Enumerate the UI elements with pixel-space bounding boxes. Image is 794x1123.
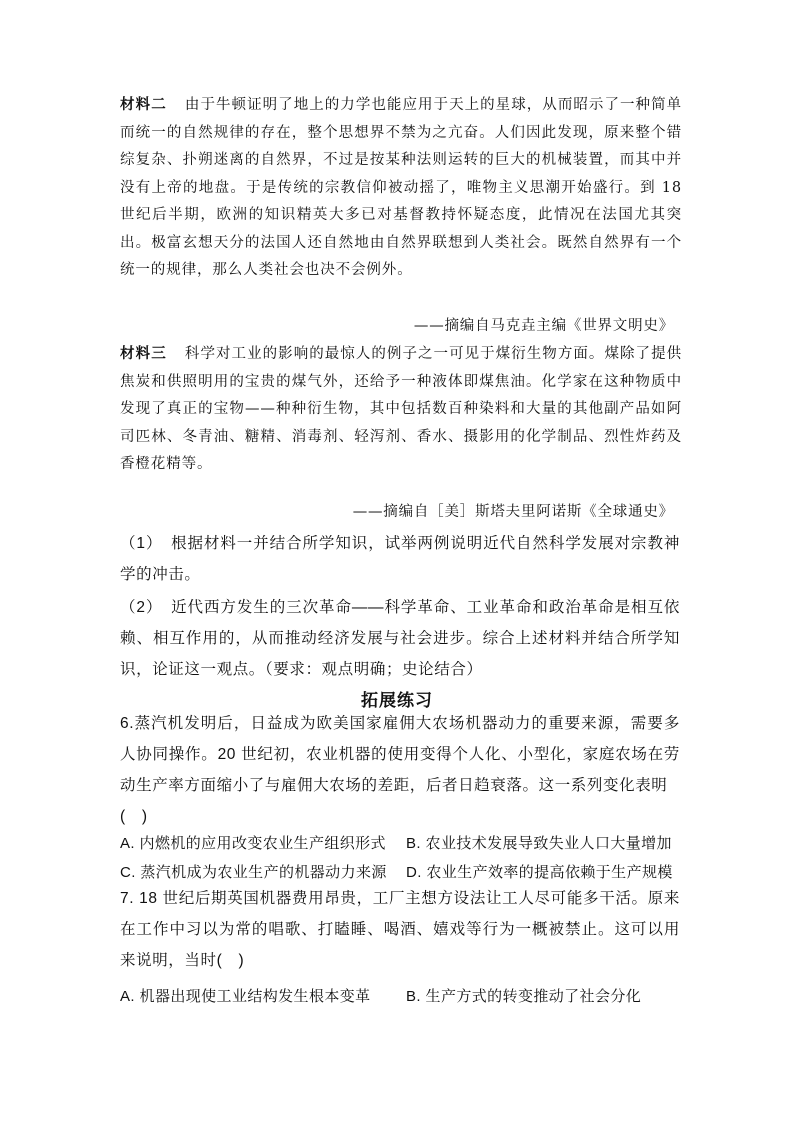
material-3	[120, 341, 682, 479]
material-3-text: 科学对工业的影响的最惊人的例子之一可见于煤衍生物方面。煤除了提供焦炭和供照明用的宝贵的煤气外，还给予一种液体即煤焦油。化学家在这种物质中发现了真正的宝物——种种衍生物，其中包括数百种染料和大量的其他副产品如阿司匹林、冬青油、糖精、消毒剂、轻泻剂、香水、摄影用的化学制品、烈性炸药及香橙花精等。	[120, 346, 683, 472]
section-title: 拓展练习	[361, 691, 433, 711]
question-1: （1） 根据材料一并结合所学知识，试举两例说明近代自然科学发展对宗教神学的冲击。	[120, 535, 680, 583]
material-3-source: ——摘编自［美］斯塔夫里阿诺斯《全球通史》	[352, 504, 674, 520]
material-3-label: 材料三	[120, 346, 167, 362]
question-7-option-b: B. 生产方式的转变推动了社会分化	[406, 988, 642, 1005]
question-6-stem	[120, 708, 680, 832]
material-2-text: 由于牛顿证明了地上的力学也能应用于天上的星球，从而昭示了一种简单而统一的自然规律的存在，整个思想界不禁为之亢奋。人们因此发现，原来整个错综复杂、扑朔迷离的自然界，不过是按某种法则运转的巨大的机械装置，而其中并没有上帝的地盘。于是传统的宗教信仰被动摇了，唯物主义思潮开始盛行。到 18 世纪后半期，欧洲的知识精英大多已对基督教持怀疑态度，此情况在法国尤其突出。极富玄想天分的法国人还自然地由自然界联想到人类社会。既然自然界有一个统一的规律，那么人类社会也决不会例外。	[120, 97, 683, 278]
material-2-source: ——摘编自马克垚主编《世界文明史》	[413, 318, 674, 334]
material-2-label: 材料二	[120, 97, 167, 113]
question-6-option-c: C. 蒸汽机成为农业生产的机器动力来源	[120, 864, 387, 881]
question-7-stem: 7. 18 世纪后期英国机器费用昂贵，工厂主想方设法让工人尽可能多干活。原来在工作中习以为常的唱歌、打瞌睡、喝酒、嬉戏等行为一概被禁止。这可以用来说明，当时( )	[120, 890, 680, 969]
question-6-option-d: D. 农业生产效率的提高依赖于生产规模	[406, 864, 673, 881]
question-6-blank: ( )	[120, 808, 148, 825]
question-6-option-b: B. 农业技术发展导致失业人口大量增加	[406, 835, 672, 852]
question-6-option-a: A. 内燃机的应用改变农业生产组织形式	[120, 835, 386, 852]
question-6-text: 6.蒸汽机发明后，日益成为欧美国家雇佣大农场机器动力的重要来源，需要多人协同操作。20 世纪初，农业机器的使用变得个人化、小型化，家庭农场在劳动生产率方面缩小了与雇佣大农场的差距，后者日趋衰落。这一系列变化表明	[120, 715, 680, 794]
material-2	[120, 92, 682, 285]
question-7-option-a: A. 机器出现使工业结构发生根本变革	[120, 988, 371, 1005]
question-2: （2） 近代西方发生的三次革命——科学革命、工业革命和政治革命是相互依赖、相互作用的，从而推动经济发展与社会进步。综合上述材料并结合所学知识，论证这一观点。（要求：观点明确；史论结合）	[120, 599, 680, 678]
